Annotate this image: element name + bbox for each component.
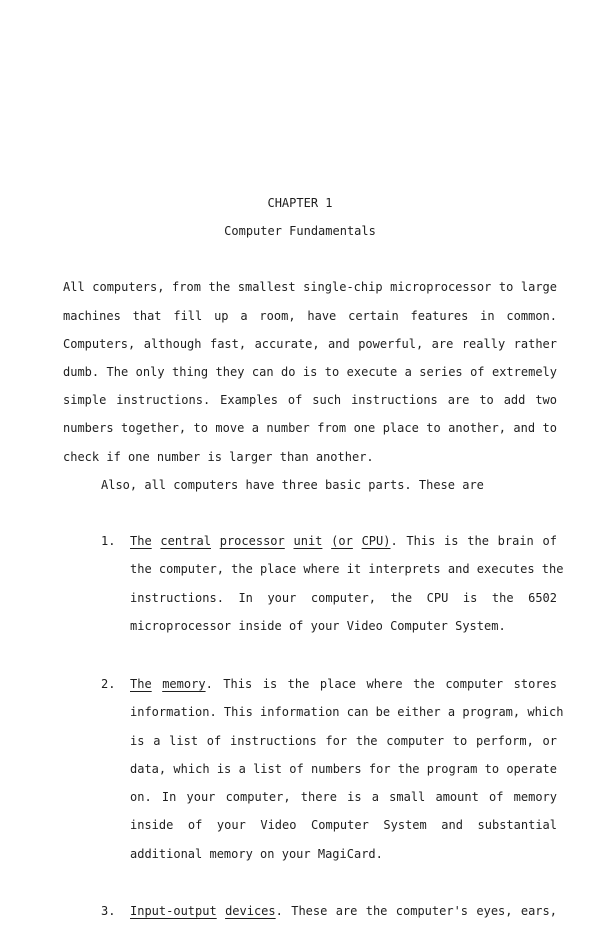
list-line: data, which is a list of numbers for the program to operate: [130, 762, 557, 776]
list-heading-line: [130, 676, 557, 692]
intro-line: numbers together, to move a number from one place to another, and to: [63, 421, 557, 435]
heading-rest: . This is the brain of: [390, 534, 557, 548]
chapter-label: CHAPTER 1: [267, 196, 333, 210]
heading-underlined-word: Input-output: [130, 904, 217, 918]
list-line: microprocessor inside of your Video Computer System.: [130, 619, 506, 633]
heading-underlined-word: (or: [331, 534, 353, 548]
intro-line: machines that fill up a room, have certain features in common.: [63, 309, 557, 323]
intro-line: dumb. The only thing they can do is to execute a series of extremely: [63, 365, 557, 379]
heading-underlined-word: processor: [219, 534, 285, 548]
list-line: is a list of instructions for the computer to perform, or: [130, 734, 557, 748]
intro-line: All computers, from the smallest single-chip microprocessor to large: [63, 280, 557, 294]
heading-underlined-word: devices: [225, 904, 276, 918]
heading-underlined-word: The: [130, 677, 152, 691]
list-line: on. In your computer, there is a small amount of memory: [130, 790, 557, 804]
heading-rest: . These are the computer's eyes, ears,: [275, 904, 557, 918]
list-line: information. This information can be either a program, which: [130, 705, 564, 719]
list-heading-line: [130, 533, 557, 549]
intro-also-line: Also, all computers have three basic parts. These are: [101, 478, 484, 492]
list-line: the computer, the place where it interprets and executes the: [130, 562, 564, 576]
intro-line: simple instructions. Examples of such instructions are to add two: [63, 393, 557, 407]
list-line: instructions. In your computer, the CPU is the 6502: [130, 591, 557, 605]
list-number: 3.: [101, 904, 116, 918]
chapter-title: Computer Fundamentals: [224, 224, 376, 238]
intro-line: check if one number is larger than another.: [63, 450, 374, 464]
heading-rest: . This is the place where the computer stores: [205, 677, 557, 691]
list-heading-line: [130, 903, 557, 919]
list-line: additional memory on your MagiCard.: [130, 847, 383, 861]
intro-line: Computers, although fast, accurate, and powerful, are really rather: [63, 337, 557, 351]
heading-underlined-word: central: [160, 534, 211, 548]
list-number: 1.: [101, 534, 116, 548]
heading-underlined-word: The: [130, 534, 152, 548]
heading-underlined-word: memory: [162, 677, 206, 691]
heading-underlined-word: CPU): [361, 534, 391, 548]
list-number: 2.: [101, 677, 116, 691]
list-line: inside of your Video Computer System and substantial: [130, 818, 557, 832]
heading-underlined-word: unit: [293, 534, 323, 548]
